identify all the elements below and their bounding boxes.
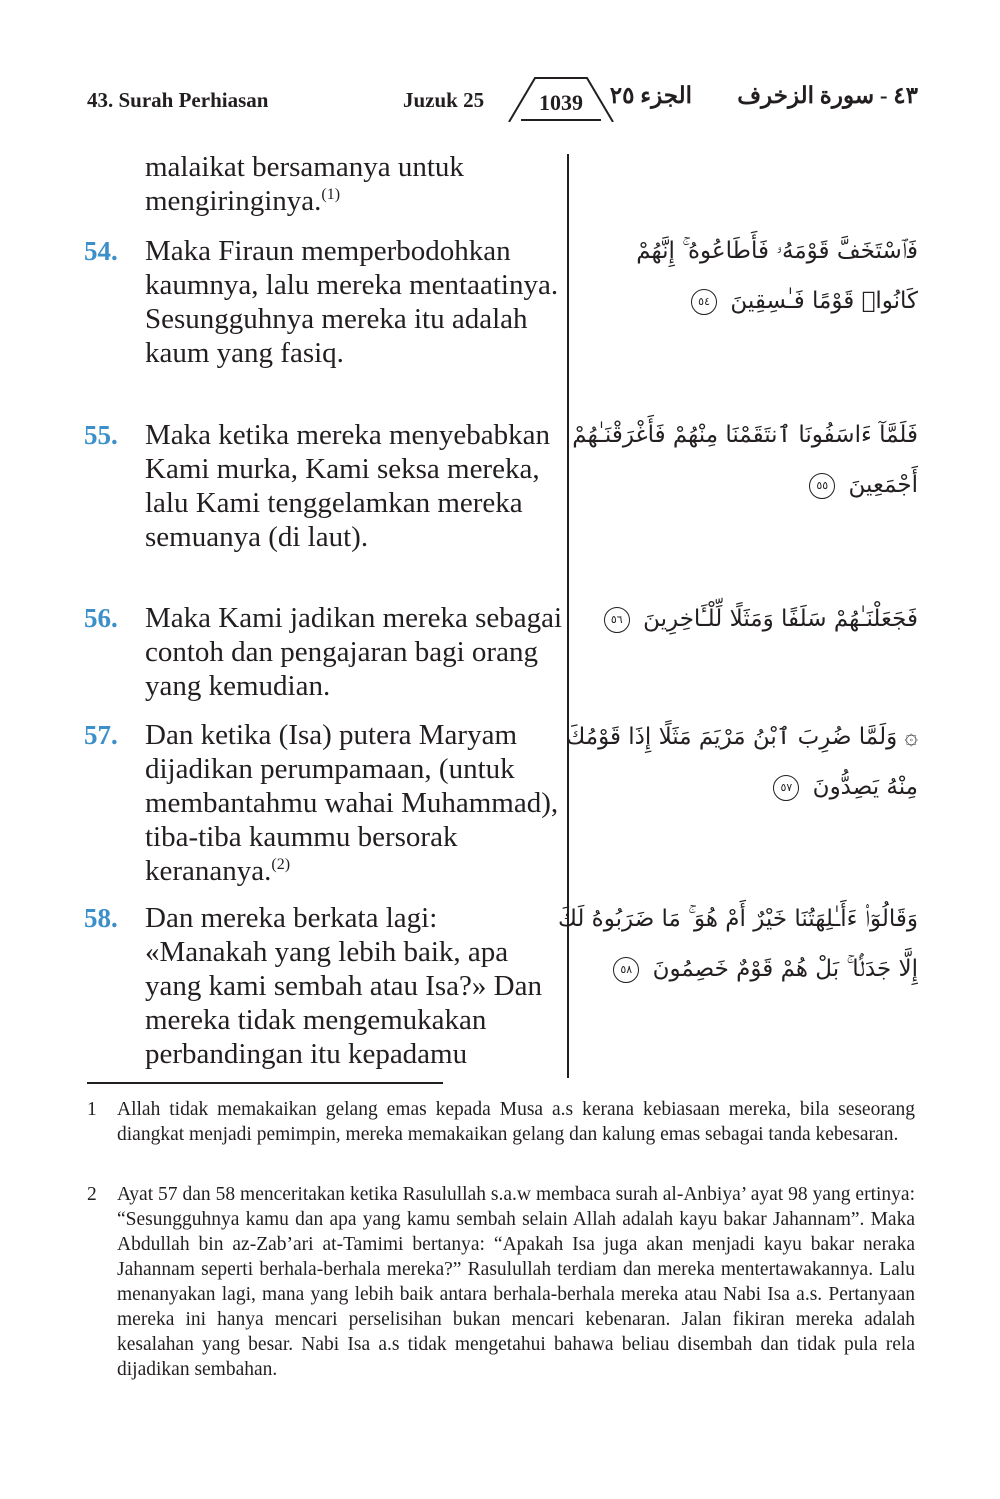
verse-end-marker: ٥٨ [613,957,639,983]
arabic-line: مِنْهُ يَصِدُّونَ ٥٧ [578,762,918,812]
verse-arabic [557,894,918,994]
verse-number: 54. [84,236,118,266]
page-number: 1039 [539,90,583,115]
verse-text: Dan mereka berkata lagi: «Manakah yang lebih baik, apa yang kami sembah atau Isa?» Dan mereka tidak mengemukakan perbandingan itu kepadamu [145,902,542,1070]
verse-number: 57. [84,720,118,750]
footnote-rule [87,1082,443,1084]
juz-arabic: الجزء ٢٥ [609,83,692,108]
verse-end-marker: ٥٧ [773,775,799,801]
surah-arabic: ٤٣ - سورة الزخرف [737,83,918,108]
arabic-line: ۞ وَلَمَّا ضُرِبَ ٱبْنُ مَرْيَمَ مَثَلًا إِذَا قَوْمُكَ [566,724,918,750]
surah-title: 43. Surah Perhiasan [87,88,269,112]
verse-arabic [566,712,918,812]
verse-text: Maka Firaun memperbodohkan kaumnya, lalu mereka mentaatinya. Sesungguhnya mereka itu adalah kaum yang fasiq. [145,235,559,369]
verse-arabic [578,594,918,644]
juzuk-label: Juzuk 25 [403,88,485,112]
arabic-line: فَلَمَّآ ءَاسَفُونَا ٱنتَقَمْنَا مِنْهُمْ فَأَغْرَقْنَـٰهُمْ [572,422,918,448]
verse-arabic [572,410,918,510]
verse-number: 55. [84,420,118,450]
arabic-line: إِلَّا جَدَلًۢا ۚ بَلْ هُمْ قَوْمٌ خَصِمُونَ ٥٨ [578,944,918,994]
arabic-line: وَقَالُوٓا۟ ءَأَـٰلِهَتُنَا خَيْرٌ أَمْ هُوَ ۚ مَا ضَرَبُوهُ لَكَ [557,906,918,932]
verse-number: 56. [84,603,118,633]
arabic-line: كَانُوا۟ قَوْمًا فَـٰسِقِينَ ٥٤ [578,276,918,326]
translation-continuation: malaikat bersamanya untuk mengiringinya.$^{(1)}$ [145,151,464,217]
footnote-text: Ayat 57 dan 58 menceritakan ketika Rasulullah s.a.w membaca surah al-Anbiya’ ayat 98 yang ertinya: “Sesungguhnya kamu dan apa yang kamu sembah selain Allah adalah kayu bakar Jahannam”. Maka Abdullah bin az-Zab’ari at-Tamimi bertanya: “Apakah Isa juga akan menjadi kayu bakar neraka Jahannam seperti berhala-berhala mereka?” Rasulullah terdiam dan mereka mentertawakannya. Lalu menanyakan lagi, mana yang lebih baik antara berhala-berhala mereka atau Nabi Isa a.s. Pertanyaan mereka ini hanya mencari perselisihan bukan mencari kebenaran. Jalan fikiran mereka adalah kesalahan yang besar. Nabi Isa a.s tidak mengetahui bahawa beliau disembah dan tidak pula rela dijadikan sembahan. [117,1184,915,1380]
footnote-ref: (1) [321,186,341,203]
verse-text: Dan ketika (Isa) putera Maryam dijadikan perumpamaan, (untuk membantahmu wahai Muhammad), tiba-tiba kaummu bersorak kerananya.$^{(2)}$ [145,719,559,887]
verse-text: Maka Kami jadikan mereka sebagai contoh dan pengajaran bagi orang yang kemudian. [145,602,563,702]
footnote-text: Allah tidak memakaikan gelang emas kepada Musa a.s kerana kebiasaan mereka, bila seseorang diangkat menjadi pemimpin, mereka memakaikan gelang dan kalung emas sebagai tanda kebesaran. [117,1099,915,1145]
verse-arabic [578,226,918,326]
verse-text: Maka ketika mereka menyebabkan Kami murka, Kami seksa mereka, lalu Kami tenggelamkan mereka semuanya (di laut). [145,419,551,553]
footnote-number: 2 [87,1184,97,1205]
verse-number: 58. [84,903,118,933]
verse-end-marker: ٥٦ [604,607,630,633]
arabic-line: فَجَعَلْنَـٰهُمْ سَلَفًا وَمَثَلًا لِّلْـَٔاخِرِينَ ٥٦ [578,594,918,644]
footnote-number: 1 [87,1099,97,1120]
verse-end-marker: ٥٤ [691,289,717,315]
arabic-line: فَٱسْتَخَفَّ قَوْمَهُۥ فَأَطَاعُوهُ ۚ إِنَّهُمْ [636,238,918,264]
verse-end-marker: ٥٥ [809,473,835,499]
arabic-line: أَجْمَعِينَ ٥٥ [578,460,918,510]
